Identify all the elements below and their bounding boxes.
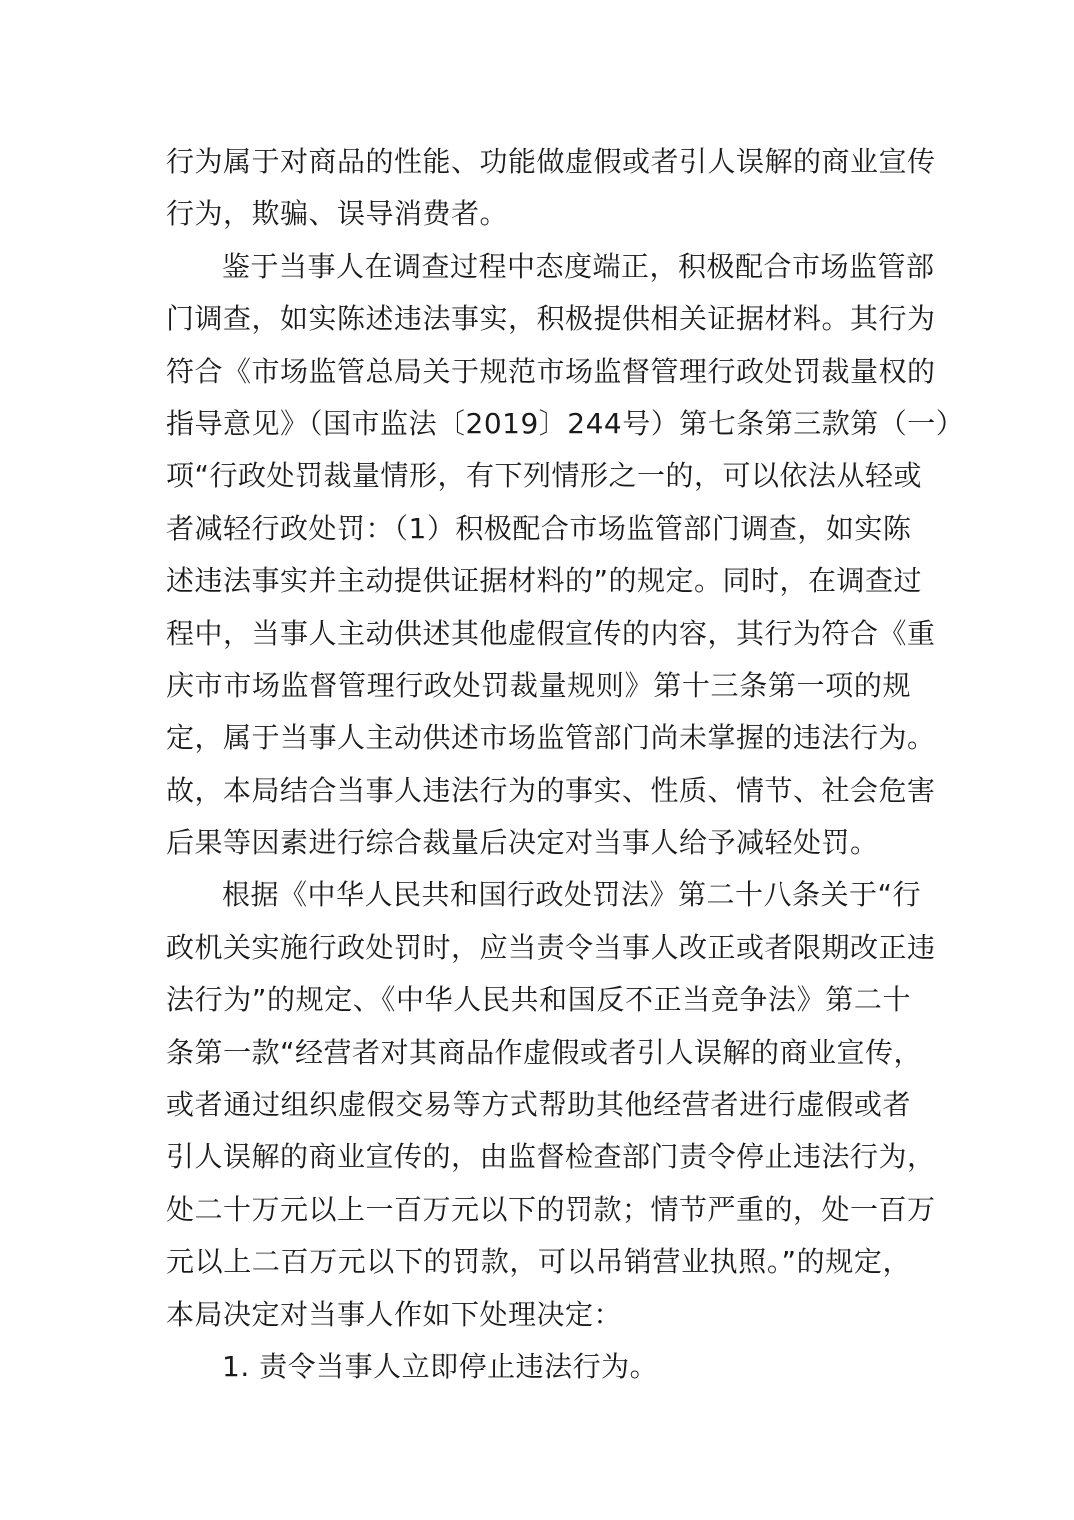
text-line: 元以上二百万元以下的罚款，可以吊销营业执照。”的规定， (166, 1245, 911, 1279)
text-line: 条第一款“经营者对其商品作虚假或者引人误解的商业宣传， (166, 1035, 923, 1069)
text-line: 行为，欺骗、误导消费者。 (166, 197, 509, 231)
text-line: 引人误解的商业宣传的，由监督检查部门责令停止违法行为， (166, 1140, 936, 1174)
text-line: 本局决定对当事人作如下处理决定： (166, 1297, 623, 1331)
text-line: 故，本局结合当事人违法行为的事实、性质、情节、社会危害 (166, 773, 936, 807)
text-line: 法行为”的规定、《中华人民共和国反不正当竞争法》第二十 (166, 983, 911, 1017)
text-line: 行为属于对商品的性能、功能做虚假或者引人误解的商业宣传 (166, 145, 936, 178)
text-line: 处二十万元以上一百万元以下的罚款；情节严重的，处一百万 (166, 1192, 936, 1226)
text-line: 政机关实施行政处罚时，应当责令当事人改正或者限期改正违 (166, 930, 936, 964)
text-line: 程中，当事人主动供述其他虚假宣传的内容，其行为符合《重 (166, 616, 936, 650)
text-line: 述违法事实并主动提供证据材料的”的规定。同时，在调查过 (166, 564, 923, 598)
text-line: 指导意见》（国市监法〔2019〕244号）第七条第三款第（一） (166, 406, 965, 440)
text-line: 定，属于当事人主动供述市场监管部门尚未掌握的违法行为。 (166, 721, 936, 755)
paragraph-start-line: 鉴于当事人在调查过程中态度端正，积极配合市场监管部 (222, 249, 935, 283)
document-body (166, 136, 965, 1393)
text-line: 后果等因素进行综合裁量后决定对当事人给予减轻处罚。 (166, 826, 879, 860)
text-line: 者减轻行政处罚：（1）积极配合市场监管部门调查，如实陈 (166, 511, 912, 545)
text-line: 庆市市场监督管理行政处罚裁量规则》第十三条第一项的规 (166, 668, 911, 702)
paragraph-start-line: 根据《中华人民共和国行政处罚法》第二十八条关于“行 (222, 878, 922, 912)
text-line: 符合《市场监管总局关于规范市场监督管理行政处罚裁量权的 (166, 354, 936, 388)
list-item-1: 1. 责令当事人立即停止违法行为。 (222, 1349, 659, 1383)
text-line: 门调查，如实陈述违法事实，积极提供相关证据材料。其行为 (166, 302, 936, 336)
text-line: 或者通过组织虚假交易等方式帮助其他经营者进行虚假或者 (166, 1088, 911, 1122)
text-line: 项“行政处罚裁量情形，有下列情形之一的，可以依法从轻或 (166, 459, 923, 493)
